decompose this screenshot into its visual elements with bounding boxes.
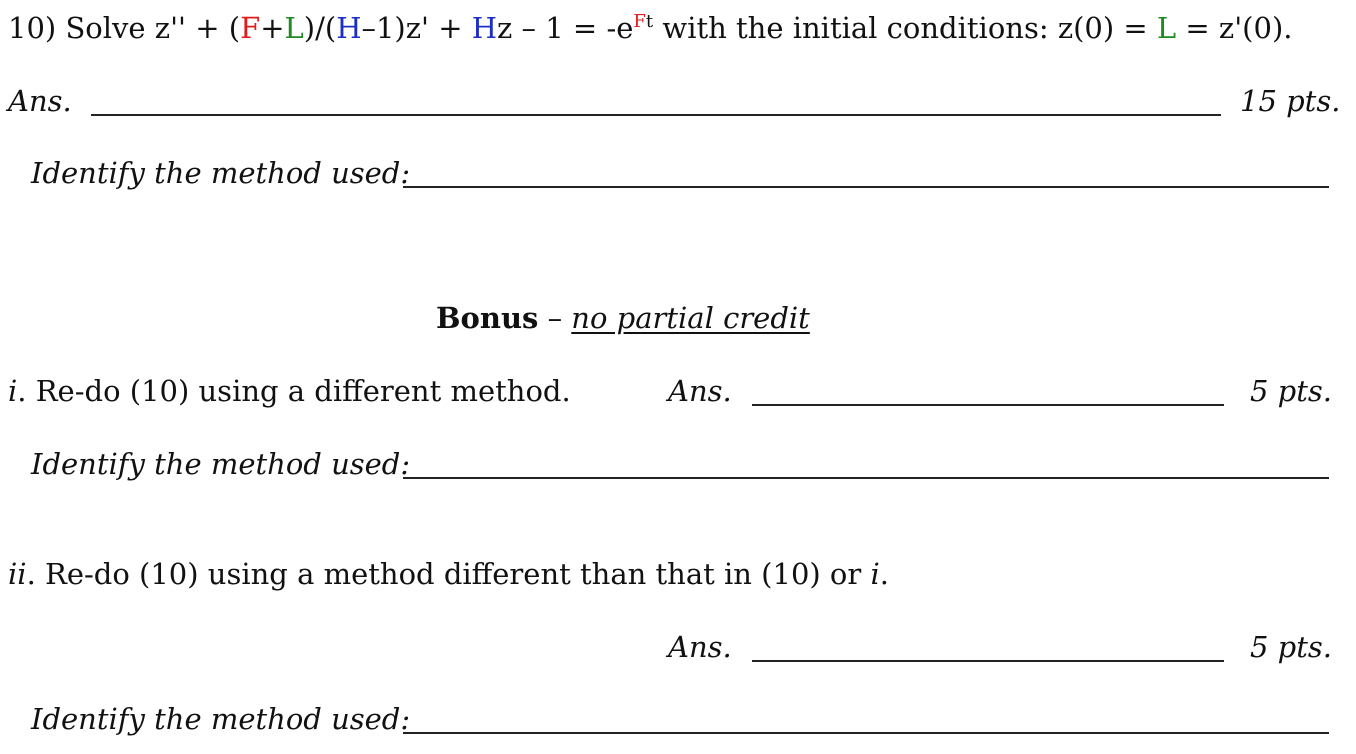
problem-mid2: –1)z' + (361, 11, 472, 45)
problem-number: 10) (8, 11, 57, 45)
problem-method-blank[interactable] (403, 186, 1329, 188)
problem-points: 15 pts. (1240, 84, 1341, 118)
problem-ans-blank[interactable] (91, 114, 1221, 116)
bonus-ii-method-blank[interactable] (403, 732, 1329, 734)
bonus-ii-points: 5 pts. (1250, 630, 1332, 664)
bonus-ii-ans-blank[interactable] (752, 660, 1224, 662)
var-F: F (240, 11, 261, 45)
bonus-ii-end: . (879, 557, 889, 591)
exponent-t: t (645, 11, 654, 32)
problem-mid3: z – 1 = -e (497, 11, 634, 45)
problem-tail: = z'(0). (1176, 11, 1293, 45)
problem-10-statement (8, 10, 1292, 51)
var-L-second: L (1156, 11, 1177, 45)
bonus-ii-statement (8, 556, 889, 592)
bonus-ii-ref: i (870, 557, 880, 591)
problem-ans-label: Ans. (8, 84, 72, 118)
bonus-i-text: . Re-do (10) using a different method. (17, 374, 571, 408)
exponent-F: F (633, 11, 646, 32)
problem-method-label: Identify the method used: (31, 156, 411, 190)
var-H-second: H (471, 11, 498, 45)
bonus-heading (436, 300, 810, 336)
bonus-i-points: 5 pts. (1250, 374, 1332, 408)
var-L: L (284, 11, 304, 45)
bonus-i-method-label: Identify the method used: (31, 447, 411, 481)
bonus-i-ans-blank[interactable] (752, 404, 1224, 406)
bonus-ii-numeral: ii (8, 557, 27, 591)
var-H: H (336, 11, 362, 45)
bonus-dash: – (538, 301, 572, 335)
bonus-subtitle: no partial credit (571, 301, 810, 335)
bonus-i-method-blank[interactable] (403, 477, 1329, 479)
bonus-ii-method-label: Identify the method used: (31, 702, 411, 736)
bonus-ii-ans-label: Ans. (668, 630, 732, 664)
bonus-i-ans-label: Ans. (668, 374, 732, 408)
bonus-ii-text: . Re-do (10) using a method different than that in (10) or (26, 557, 871, 591)
problem-lead: Solve z'' + ( (65, 11, 241, 45)
op-plus: + (260, 11, 285, 45)
problem-mid4: with the initial conditions: z(0) = (653, 11, 1157, 45)
problem-mid1: )/( (303, 11, 337, 45)
bonus-i-statement (8, 373, 571, 409)
bonus-title: Bonus (436, 301, 539, 335)
bonus-i-numeral: i (8, 374, 18, 408)
